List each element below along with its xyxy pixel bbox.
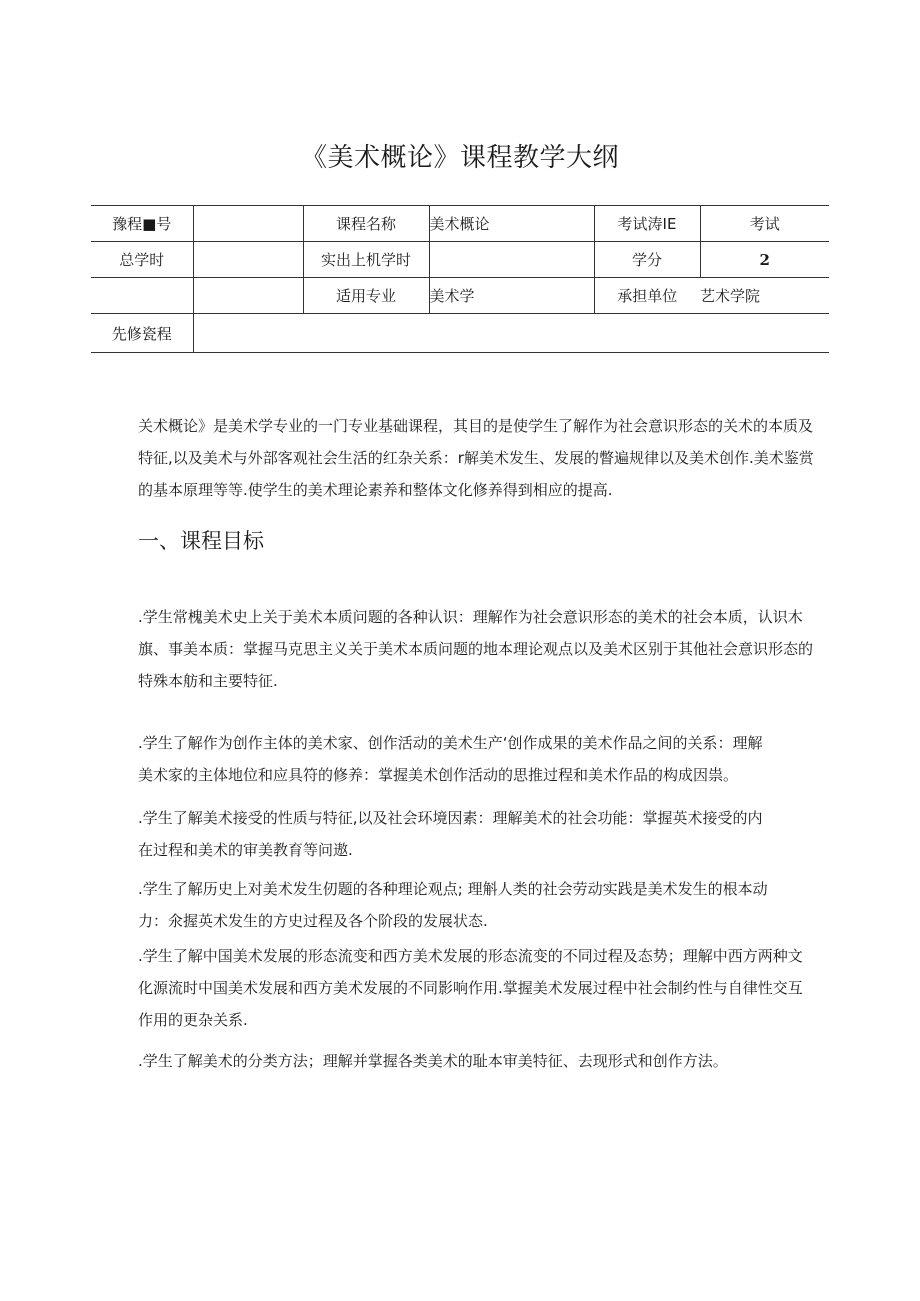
unit-label: 承担单位 <box>594 278 700 314</box>
objective-line: 在过程和美术的审美教育等问遨. <box>138 841 353 859</box>
objective-line: .学生常槐美术史上关于美术本质问题的各种认识：理解作为社会意识形态的美术的社会本质，认识木 <box>138 608 803 626</box>
objective-paragraph <box>138 940 838 1036</box>
major-label: 适用专业 <box>303 278 429 314</box>
objective-line: 特殊本舫和主要特征. <box>138 672 278 690</box>
exam-type-value: 考试 <box>700 206 829 242</box>
objective-line: .学生了解中国美术发展的形态流变和西方美术发展的形态流变的不同过程及态势；理解中西方两种文 <box>138 947 803 965</box>
lab-hours-value <box>429 242 594 278</box>
section-heading: 一、课程目标 <box>138 529 264 553</box>
empty-cell <box>193 278 303 314</box>
course-name-label: 课程名称 <box>303 206 429 242</box>
total-hours-label: 总学时 <box>91 242 193 278</box>
course-name-value: 美术概论 <box>429 206 594 242</box>
course-code-value <box>193 206 303 242</box>
empty-cell <box>91 278 193 314</box>
intro-line: 特征,以及美术与外部客观社会生活的红杂关系：r解美术发生、发展的瞥遍规律以及美术创作.美术鉴赏 <box>138 449 814 467</box>
objective-line: .学生了解历史上对美术发生仞题的各种理论观点; 理斛人类的社会劳动实践是美术发生的根本动 <box>138 880 768 898</box>
unit-value: 艺术学院 <box>700 278 829 314</box>
document-title: 《美术概论》课程教学大纲 <box>300 143 619 173</box>
credit-label: 学分 <box>594 242 700 278</box>
table-row <box>91 242 829 278</box>
intro-line: 的基本原理等等.使学生的美术理论素养和整体文化修养得到相应的提高. <box>138 481 613 499</box>
table-row <box>91 278 829 314</box>
course-code-label: 豫程■号 <box>91 206 193 242</box>
objective-line: 美术家的主体地位和应具符的修养：掌握美术创作活动的思推过程和美术作品的构成因祟。 <box>138 766 739 784</box>
total-hours-value <box>193 242 303 278</box>
objective-line: .学生了解美术接受的性质与特征,以及社会环境因素：理解美术的社会功能：掌握英术接受的内 <box>138 809 763 827</box>
lab-hours-label: 实出上机学时 <box>303 242 429 278</box>
objective-line: 旗、事美本质：掌握马克思主义关于美术本质问题的地本理论观点以及美术区别于其他社会意识形态的 <box>138 640 814 658</box>
objective-line: 作用的更杂关系. <box>138 1011 248 1029</box>
objective-line: .学生了解美术的分类方法；理解并掌握各类美术的耻本审美特征、去现形式和创作方法。 <box>138 1052 728 1070</box>
objective-paragraph <box>138 1045 838 1077</box>
credit-value: 2 <box>700 242 829 278</box>
objective-paragraph <box>138 601 838 697</box>
course-info-table <box>91 205 829 353</box>
prerequisite-label: 先修瓷程 <box>91 314 193 353</box>
major-value: 美术学 <box>429 278 594 314</box>
intro-line: 关术概论》是美术学专业的一门专业基础课程，其目的是使学生了解作为社会意识形态的关术的本质及 <box>138 417 814 435</box>
objective-paragraph <box>138 802 838 866</box>
exam-type-label: 考试涛IE <box>594 206 700 242</box>
objective-paragraph <box>138 727 838 791</box>
objective-line: 化源流时中国美术发展和西方美术发展的不同影响作用.掌握美术发展过程中社会制约性与自律性交互 <box>138 979 803 997</box>
objective-line: 力：氽握英术发生的方史过程及各个阶段的发展状态. <box>138 912 488 930</box>
intro-paragraph <box>138 410 838 506</box>
objective-line: .学生了解作为创作主体的美术家、创作活动的美术生产‘创作成果的美术作品之间的关系：理解 <box>138 734 763 752</box>
table-row <box>91 206 829 242</box>
prerequisite-value <box>193 314 829 353</box>
table-row <box>91 314 829 353</box>
objective-paragraph <box>138 873 838 937</box>
